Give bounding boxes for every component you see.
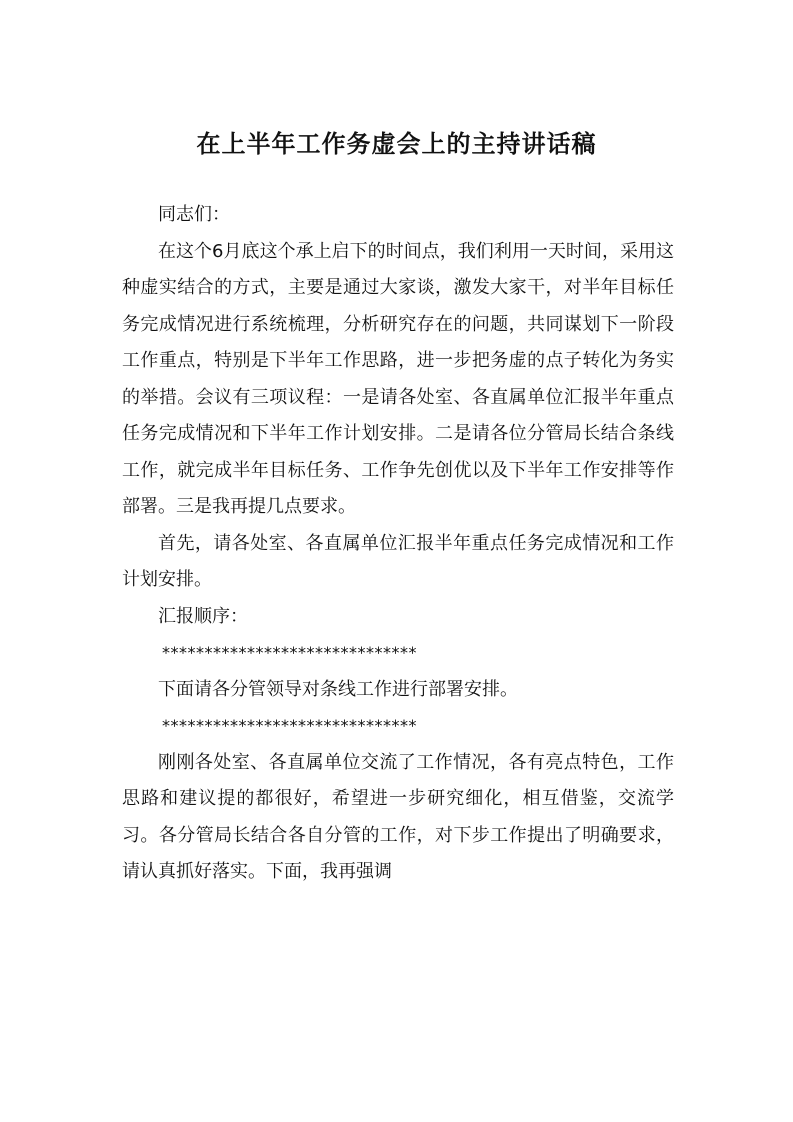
- opening-paragraph: 在这个6月底这个承上启下的时间点，我们利用一天时间，采用这种虚实结合的方式，主要是通过大家谈，激发大家干，对半年目标任务完成情况进行系统梳理，分析研究存在的问题，共同谋划下一阶段工作重点，特别是下半年工作思路，进一步把务虚的点子转化为务实的举措。会议有三项议程：一是请各处室、各直属单位汇报半年重点任务完成情况和下半年工作计划安排。二是请各位分管局长结合条线工作，就完成半年目标任务、工作争先创优以及下半年工作安排等作部署。三是我再提几点要求。: [122, 240, 674, 517]
- summary-paragraph: 刚刚各处室、各直属单位交流了工作情况，各有亮点特色，工作思路和建议提的都很好，希望进一步研究细化，相互借鉴，交流学习。各分管局长结合各自分管的工作，对下步工作提出了明确要求，请认真抓好落实。下面，我再强调: [122, 751, 674, 882]
- placeholder-separator: ******************************: [162, 716, 417, 735]
- report-order-paragraph: 汇报顺序：: [158, 605, 248, 627]
- placeholder-separator: ******************************: [162, 643, 417, 662]
- salutation-paragraph: 同志们：: [158, 204, 230, 225]
- leaders-deploy-paragraph: 下面请各分管领导对条线工作进行部署安排。: [158, 678, 518, 700]
- document-title: 在上半年工作务虚会上的主持讲话稿: [196, 130, 597, 158]
- first-agenda-paragraph: 首先，请各处室、各直属单位汇报半年重点任务完成情况和工作计划安排。: [122, 532, 674, 590]
- document-body: [122, 197, 674, 891]
